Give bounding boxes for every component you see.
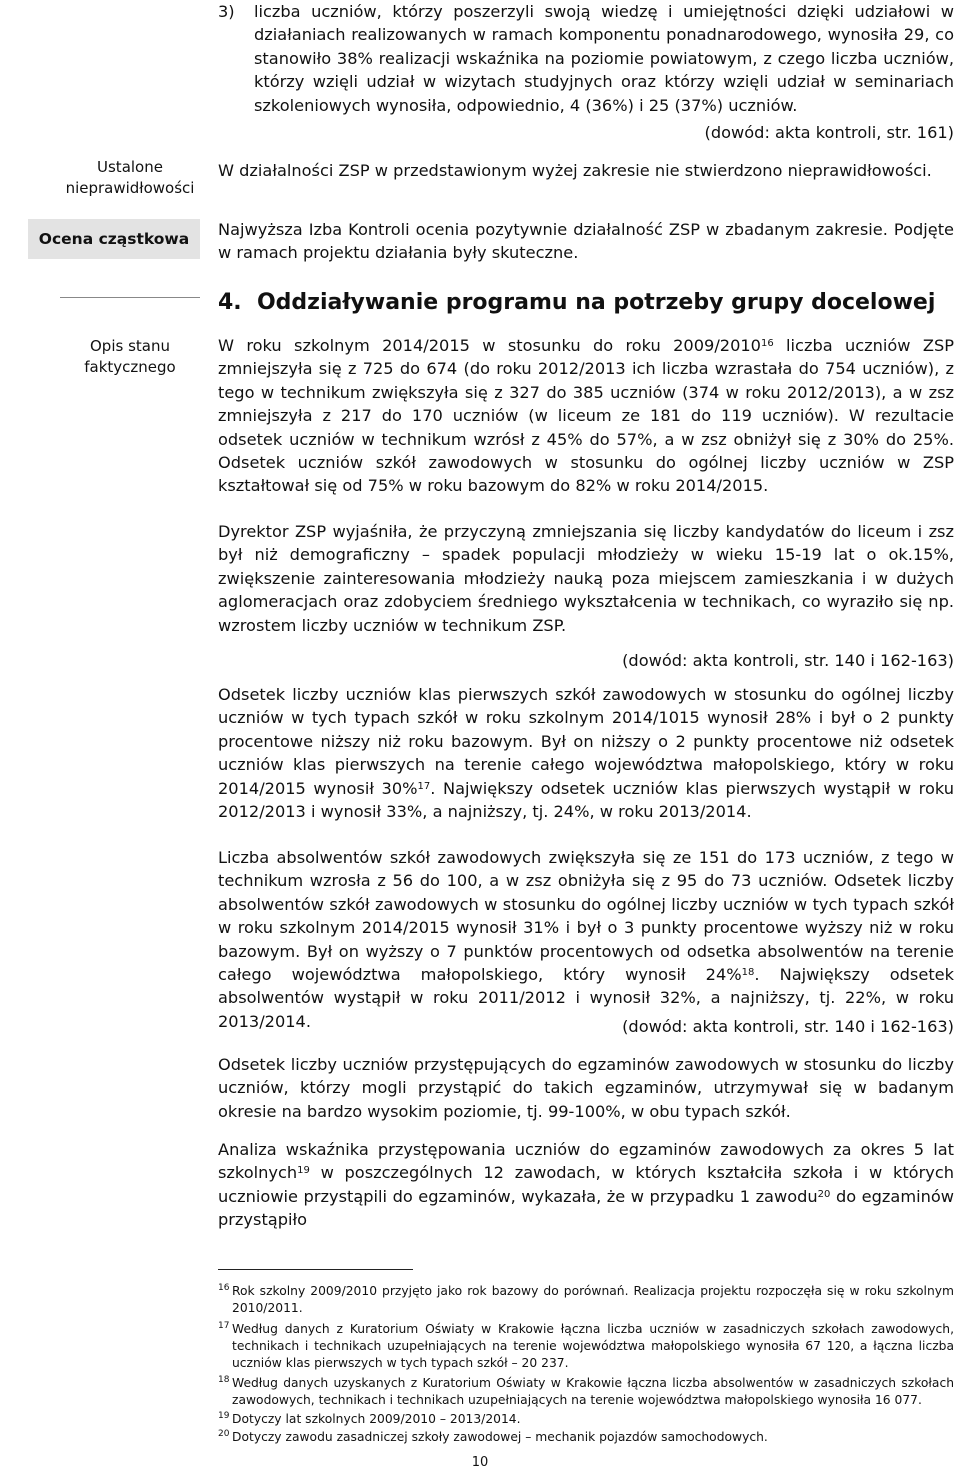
paragraph-text: Liczba absolwentów szkół zawodowych zwiększyła się ze 151 do 173 uczniów, z tego w technikum wzrosła z 56 do 100, a w zsz obniżyła się z 95 do 73 uczniów. Odsetek liczby absolwentów szkół zawodowych w stosunku do ogólnej liczby uczniów w tych typach szkół w roku szkolnym 2014/2015 wynosił 31% i był o 3 punkty procentowe wyższy niż w roku bazowym. Był on wyższy o 7 punktów procentowych od odsetka absolwentów na terenie całego województwa małopolskiego, który wynosił 24% (218, 848, 954, 985)
footnote-17 (218, 1321, 954, 1372)
paragraph-1 (218, 334, 954, 498)
footnote-number: 17 (218, 1321, 230, 1331)
footnote-ref[interactable]: 18 (741, 967, 755, 979)
footnote-text: Rok szkolny 2009/2010 przyjęto jako rok bazowy do porównań. Realizacja projektu rozpoczęła się w roku szkolnym 2010/2011. (232, 1284, 954, 1315)
no-irregularities-text: W działalności ZSP w przedstawionym wyżej zakresie nie stwierdzono nieprawidłowości. (218, 161, 932, 180)
footnote-text: Dotyczy zawodu zasadniczej szkoły zawodowej – mechanik pojazdów samochodowych. (232, 1430, 768, 1444)
paragraph-text: Odsetek liczby uczniów klas pierwszych szkół zawodowych w stosunku do ogólnej liczby uczniów w tych typach szkół w roku szkolnym 2014/1015 wynosił 28% i był o 2 punkty procentowe niższy niż roku bazowym. Był on niższy o 2 punkty procentowe niż odsetek uczniów klas pierwszych na terenie całego województwa małopolskiego, który w roku 2014/2015 wynosił 30% (218, 685, 954, 798)
sidebar-label-opis: Opis stanu faktycznego (84, 337, 176, 376)
paragraph-4 (218, 846, 954, 1033)
page-number: 10 (471, 1455, 489, 1470)
footnote-number: 16 (218, 1283, 230, 1293)
paragraph-text: do egzaminów przystąpiło (218, 1186, 954, 1230)
sidebar-label-ustalone: Ustalone nieprawidłowości (65, 158, 195, 197)
paragraph-text: . Największy odsetek uczniów klas pierwszych wystąpił w roku 2012/2013 i wynosił 33%, a najniższy, tj. 24%, w roku 2013/2014. (218, 778, 954, 822)
paragraph-text: liczba uczniów ZSP zmniejszyła się z 725 do 674 (do roku 2012/2013 ich liczba wzrastała do 754 uczniów), z tego w technikum zwiększyła się z 327 do 385 uczniów (374 w roku 2012/2013), a w zsz zmniejszyła z 217 do 170 uczniów (w liceum ze 181 do 119 uczniów). W rezultacie odsetek uczniów w technikum wzrósł z 45% do 57%, a w zsz obniżył się z 30% do 25%. Odsetek uczniów szkół zawodowych w stosunku do ogólnej liczby uczniów w ZSP kształtował się od 75% w roku bazowym do 82% w roku 2014/2015. (218, 336, 954, 496)
paragraph-text: W roku szkolnym 2014/2015 w stosunku do roku 2009/2010 (218, 336, 761, 355)
paragraph-text: w poszczególnych 12 zawodach, w których kształciła szkoła i w których uczniowie przystąpili do egzaminów, wykazała, że w przypadku 1 zawodu (218, 1163, 954, 1206)
paragraph-2: Dyrektor ZSP wyjaśniła, że przyczyną zmniejszania się liczby kandydatów do liceum i zsz był niż demograficzny – spadek populacji młodzieży w wieku 15-19 lat o ok.15%, zwiększenie zainteresowania młodzieży nauką poza miejscem zamieszkania i w dużych aglomeracjach oraz zdobyciem średniego wykształcenia w technikach, co wyraziło się np. wzrostem liczby uczniów w technikum ZSP. (218, 522, 954, 635)
paragraph-text: Analiza wskaźnika przystępowania uczniów do egzaminów zawodowych za okres 5 lat szkolnych (218, 1140, 954, 1183)
assessment-text: Najwyższa Izba Kontroli ocenia pozytywnie działalność ZSP w zbadanym zakresie. Podjęte w ramach projektu działania były skuteczne. (218, 220, 954, 263)
paragraph-text: . Największy odsetek absolwentów wystąpił w roku 2011/2012 i wynosił 32%, a najniższy, tj. 22%, w roku 2013/2014. (218, 965, 954, 1031)
citation: (dowód: akta kontroli, str. 140 i 162-163) (622, 651, 954, 670)
footnote-text: Według danych z Kuratorium Oświaty w Krakowie łączna liczba uczniów w zasadniczych szkołach zawodowych, technikach i technikach uzupełniających na terenie województwa małopolskiego wynosiła 67 120, a łączna liczba uczniów klas pierwszych w tych typach szkół – 20 237. (232, 1322, 954, 1370)
footnote-ref[interactable]: 19 (297, 1165, 310, 1177)
footnote-20 (218, 1429, 954, 1446)
section-heading: 4. Oddziaływanie programu na potrzeby grupy docelowej (218, 290, 936, 315)
list-item-3 (218, 0, 954, 117)
footnote-ref[interactable]: 20 (817, 1188, 831, 1200)
footnote-separator (218, 1269, 413, 1270)
sidebar-divider (60, 297, 200, 298)
footnote-text: Dotyczy lat szkolnych 2009/2010 – 2013/2014. (232, 1412, 521, 1426)
list-number: 3) (218, 2, 235, 21)
footnote-number: 19 (218, 1411, 230, 1421)
citation: (dowód: akta kontroli, str. 161) (704, 123, 954, 142)
footnote-19 (218, 1411, 954, 1428)
paragraph-6 (218, 1138, 954, 1232)
footnote-18 (218, 1375, 954, 1409)
footnote-16 (218, 1283, 954, 1317)
paragraph-3 (218, 683, 954, 823)
footnote-ref[interactable]: 17 (417, 780, 431, 792)
sidebar-label-ocena: Ocena cząstkowa (28, 219, 200, 259)
footnote-number: 20 (218, 1429, 230, 1439)
footnote-text: Według danych uzyskanych z Kuratorium Oświaty w Krakowie łączna liczba absolwentów w zasadniczych szkołach zawodowych, technikach i technikach uzupełniających na terenie województwa małopolskiego wynosiła 16 077. (232, 1376, 954, 1407)
citation: (dowód: akta kontroli, str. 140 i 162-163) (622, 1017, 954, 1036)
footnote-number: 18 (218, 1375, 230, 1385)
footnote-ref[interactable]: 16 (760, 338, 774, 349)
list-item-text: liczba uczniów, którzy poszerzyli swoją wiedzę i umiejętności dzięki udziałowi w działaniach realizowanych w ramach komponentu ponadnarodowego, wynosiła 29, co stanowiło 38% realizacji wskaźnika na poziomie powiatowym, z czego liczba uczniów, którzy wzięli udział w wizytach studyjnych oraz którzy wzięli udział w seminariach szkoleniowych wynosiła, odpowiednio, 4 (36%) i 25 (37%) uczniów. (254, 2, 954, 115)
paragraph-5: Odsetek liczby uczniów przystępujących do egzaminów zawodowych w stosunku do liczby uczniów, którzy mogli przystąpić do takich egzaminów, utrzymywał się w badanym okresie na bardzo wysokim poziomie, tj. 99-100%, w obu typach szkół. (218, 1055, 954, 1121)
